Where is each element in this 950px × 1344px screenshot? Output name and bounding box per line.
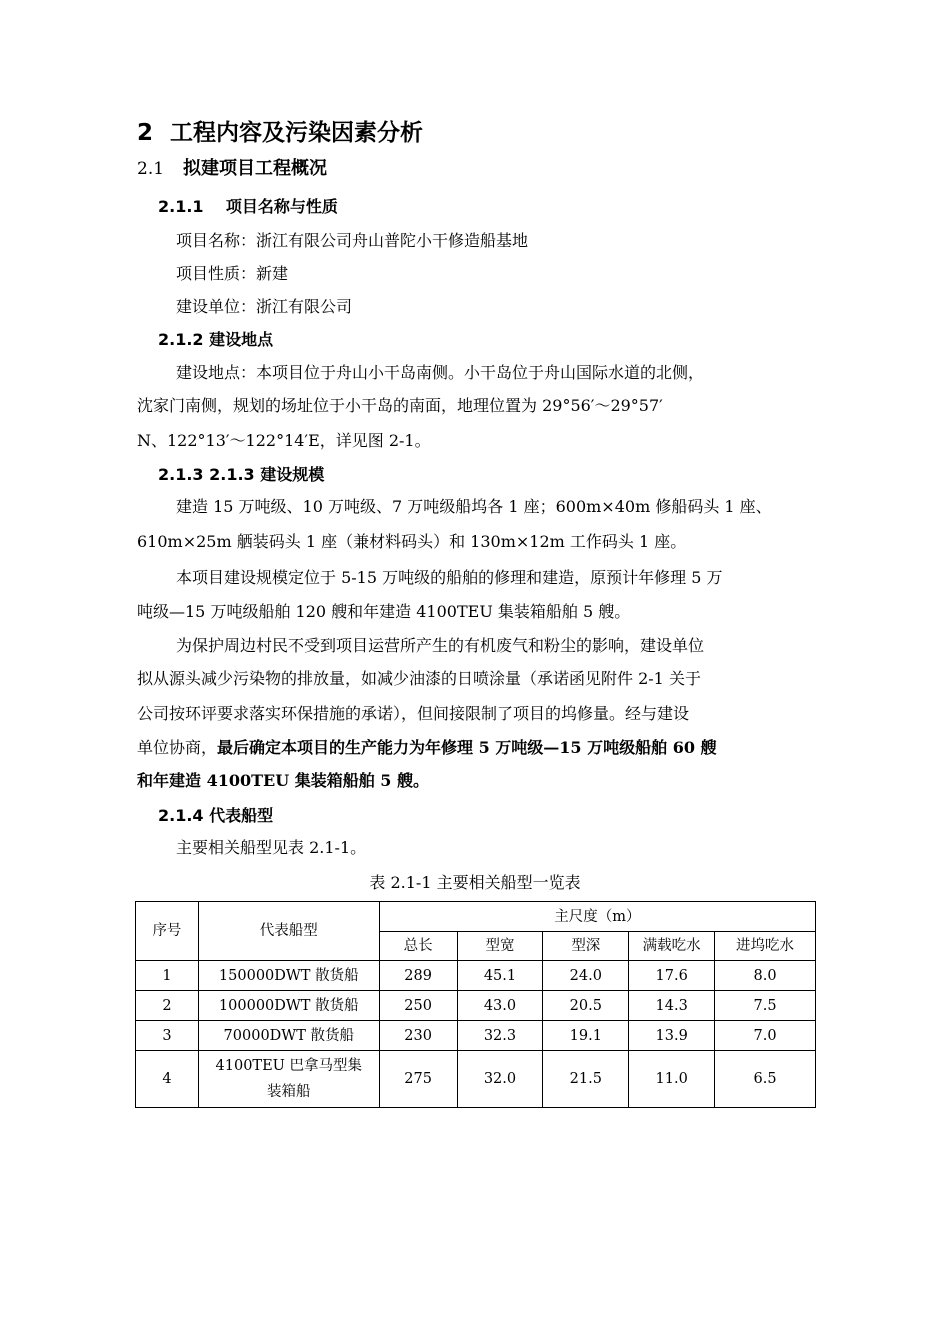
cell-ship-type: 100000DWT 散货船 <box>198 991 379 1021</box>
cell-no: 4 <box>136 1051 199 1108</box>
cell-depth: 20.5 <box>543 991 629 1021</box>
scale-p3-line-4-normal: 单位协商， <box>137 738 218 757</box>
subsection-number-211: 2.1.1 <box>158 197 204 216</box>
subsection-heading-211 <box>158 194 338 217</box>
ship-types-table <box>135 901 816 1108</box>
chapter-heading <box>137 114 423 147</box>
location-line-2: 沈家门南侧，规划的场址位于小干岛的南面，地理位置为 29°56′～29°57′ <box>137 396 663 415</box>
project-name-line: 项目名称：浙江有限公司舟山普陀小干修造船基地 <box>176 231 529 250</box>
cell-breadth: 32.3 <box>457 1021 543 1051</box>
chapter-title: 工程内容及污染因素分析 <box>170 120 423 146</box>
section-number: 2.1 <box>137 159 165 179</box>
header-full-draft: 满载吃水 <box>629 932 715 961</box>
header-length: 总长 <box>379 932 457 961</box>
cell-dock-draft: 8.0 <box>715 961 816 991</box>
header-no: 序号 <box>136 902 199 961</box>
scale-p3-line-4-bold: 最后确定本项目的生产能力为年修理 5 万吨级—15 万吨级船舶 60 艘 <box>217 738 717 757</box>
cell-length: 275 <box>379 1051 457 1108</box>
section-heading <box>137 154 327 180</box>
scale-p3-line-1: 为保护周边村民不受到项目运营所产生的有机废气和粉尘的影响，建设单位 <box>176 636 705 655</box>
cell-ship-type <box>198 1051 379 1108</box>
subsection-title-211: 项目名称与性质 <box>225 197 338 216</box>
subsection-heading-213: 2.1.3 2.1.3 建设规模 <box>158 465 325 484</box>
table-row <box>136 1051 816 1108</box>
cell-full-draft: 17.6 <box>629 961 715 991</box>
subsection-heading-212: 2.1.2 建设地点 <box>158 330 274 349</box>
cell-dock-draft: 7.0 <box>715 1021 816 1051</box>
cell-ship-type-line-2: 装箱船 <box>267 1084 311 1100</box>
location-line-3: N、122°13′～122°14′E，详见图 2-1。 <box>137 431 431 450</box>
project-nature-line: 项目性质：新建 <box>176 264 289 283</box>
cell-ship-type: 70000DWT 散货船 <box>198 1021 379 1051</box>
scale-p2-line-1: 本项目建设规模定位于 5-15 万吨级的船舶的修理和建造，原预计年修理 5 万 <box>176 568 723 587</box>
chapter-number: 2 <box>137 120 154 146</box>
section-title: 拟建项目工程概况 <box>183 158 327 179</box>
builder-line: 建设单位：浙江有限公司 <box>176 297 353 316</box>
subsection-heading-214: 2.1.4 代表船型 <box>158 806 274 825</box>
cell-no: 3 <box>136 1021 199 1051</box>
location-line-1: 建设地点：本项目位于舟山小干岛南侧。小干岛位于舟山国际水道的北侧， <box>176 363 705 382</box>
cell-dock-draft: 7.5 <box>715 991 816 1021</box>
header-depth: 型深 <box>543 932 629 961</box>
cell-depth: 19.1 <box>543 1021 629 1051</box>
cell-length: 250 <box>379 991 457 1021</box>
header-breadth: 型宽 <box>457 932 543 961</box>
scale-p3-line-2: 拟从源头减少污染物的排放量，如减少油漆的日喷涂量（承诺函见附件 2-1 关于 <box>137 669 701 688</box>
header-dock-draft: 进坞吃水 <box>715 932 816 961</box>
cell-depth: 21.5 <box>543 1051 629 1108</box>
cell-full-draft: 14.3 <box>629 991 715 1021</box>
table-row <box>136 1021 816 1051</box>
cell-ship-type: 150000DWT 散货船 <box>198 961 379 991</box>
cell-full-draft: 13.9 <box>629 1021 715 1051</box>
header-main-dimensions: 主尺度（m） <box>379 902 815 932</box>
scale-p1-line-2: 610m×25m 舾装码头 1 座（兼材料码头）和 130m×12m 工作码头 1 座。 <box>137 532 687 551</box>
cell-depth: 24.0 <box>543 961 629 991</box>
cell-length: 230 <box>379 1021 457 1051</box>
header-ship-type: 代表船型 <box>198 902 379 961</box>
scale-p1-line-1: 建造 15 万吨级、10 万吨级、7 万吨级船坞各 1 座；600m×40m 修船码头 1 座、 <box>176 497 772 516</box>
cell-full-draft: 11.0 <box>629 1051 715 1108</box>
table-caption: 表 2.1-1 主要相关船型一览表 <box>369 873 581 892</box>
cell-no: 2 <box>136 991 199 1021</box>
scale-p3-line-5: 和年建造 4100TEU 集装箱船舶 5 艘。 <box>137 771 430 790</box>
cell-breadth: 43.0 <box>457 991 543 1021</box>
cell-no: 1 <box>136 961 199 991</box>
cell-breadth: 45.1 <box>457 961 543 991</box>
ship-types-intro-line: 主要相关船型见表 2.1-1。 <box>176 838 367 857</box>
table-row <box>136 961 816 991</box>
cell-ship-type-line-1: 4100TEU 巴拿马型集 <box>215 1058 363 1074</box>
cell-dock-draft: 6.5 <box>715 1051 816 1108</box>
scale-p3-line-3: 公司按环评要求落实环保措施的承诺），但间接限制了项目的坞修量。经与建设 <box>137 704 690 723</box>
scale-p3-line-4 <box>137 735 717 758</box>
table-row <box>136 991 816 1021</box>
cell-breadth: 32.0 <box>457 1051 543 1108</box>
cell-length: 289 <box>379 961 457 991</box>
scale-p2-line-2: 吨级—15 万吨级船舶 120 艘和年建造 4100TEU 集装箱船舶 5 艘。 <box>137 602 631 621</box>
